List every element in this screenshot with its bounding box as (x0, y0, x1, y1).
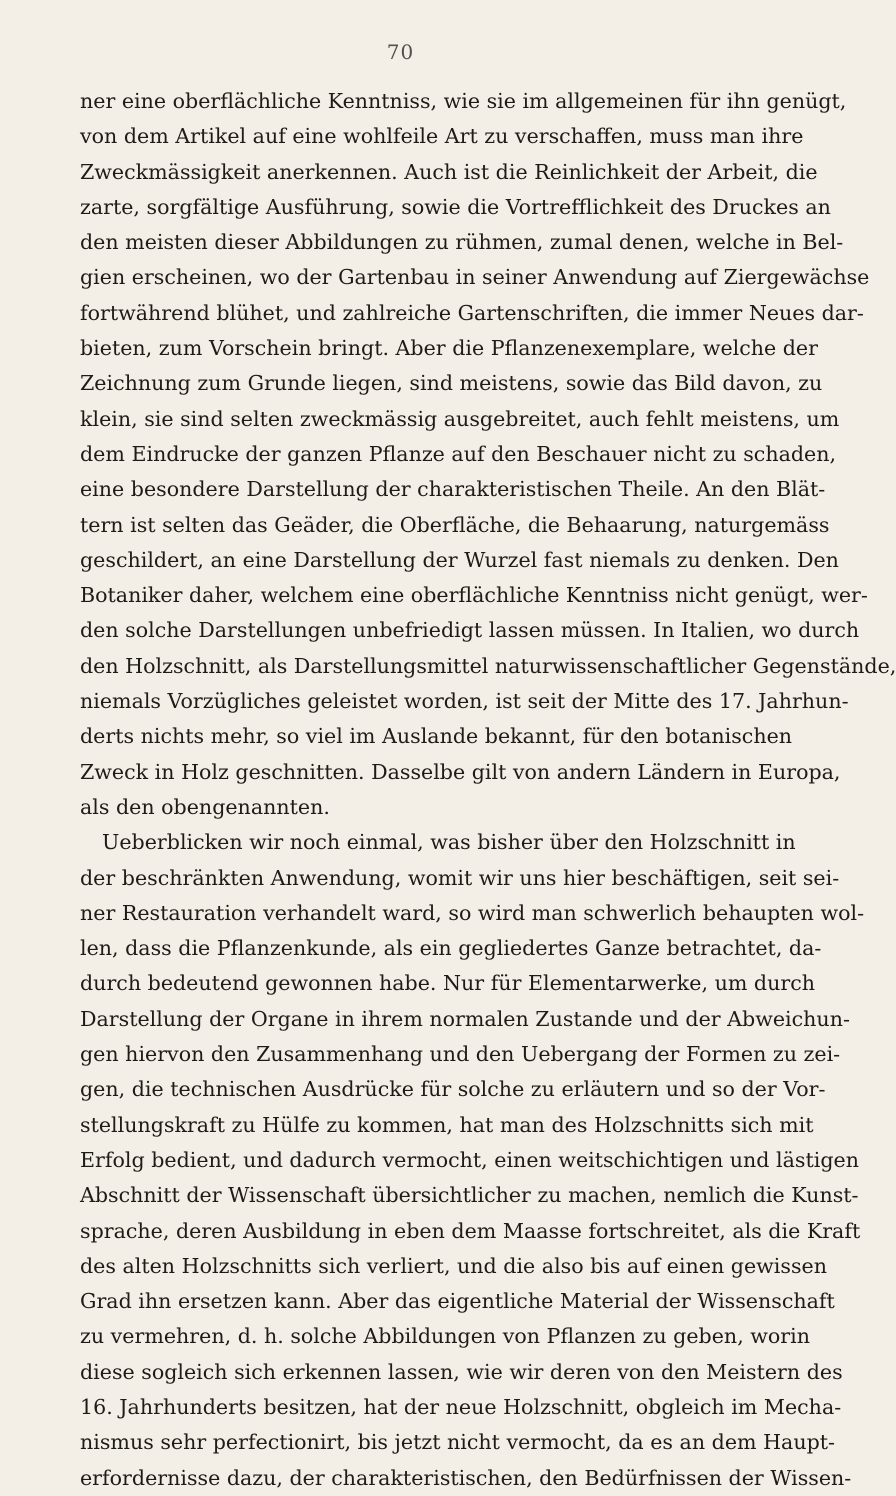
text-line: len, dass die Pflanzenkunde, als ein gegliedertes Ganze betrachtet, da- (80, 936, 822, 961)
text-line: fortwährend blühet, und zahlreiche Gartenschriften, die immer Neues dar- (80, 300, 864, 325)
text-line: nismus sehr perfectionirt, bis jetzt nicht vermocht, da es an dem Haupt- (80, 1430, 836, 1455)
page-number: 70 (386, 40, 415, 64)
text-line: erfordernisse dazu, der charakteristischen, den Bedürfnissen der Wissen- (80, 1465, 852, 1490)
text-line: Botaniker daher, welchem eine oberflächliche Kenntniss nicht genügt, wer- (80, 583, 868, 608)
text-line: sprache, deren Ausbildung in eben dem Maasse fortschreitet, als die Kraft (80, 1218, 861, 1243)
text-line: geschildert, an eine Darstellung der Wurzel fast niemals zu denken. Den (80, 547, 839, 572)
text-line: 16. Jahrhunderts besitzen, hat der neue Holzschnitt, obgleich im Mecha- (80, 1394, 842, 1419)
text-line: der beschränkten Anwendung, womit wir uns hier beschäftigen, seit sei- (80, 865, 840, 890)
text-line: gen hiervon den Zusammenhang und den Uebergang der Formen zu zei- (80, 1042, 841, 1067)
text-line: stellungskraft zu Hülfe zu kommen, hat man des Holzschnitts sich mit (80, 1112, 814, 1137)
text-line: durch bedeutend gewonnen habe. Nur für Elementarwerke, um durch (80, 971, 815, 996)
paragraph-end-line: als den obengenannten. (80, 794, 330, 819)
body-text (80, 84, 896, 1496)
text-line: bieten, zum Vorschein bringt. Aber die Pflanzenexemplare, welche der (80, 336, 818, 361)
text-line: Zeichnung zum Grunde liegen, sind meistens, sowie das Bild davon, zu (80, 371, 823, 396)
text-line: den solche Darstellungen unbefriedigt lassen müssen. In Italien, wo durch (80, 618, 860, 643)
text-line: eine besondere Darstellung der charakteristischen Theile. An den Blät- (80, 477, 826, 502)
text-line: niemals Vorzügliches geleistet worden, ist seit der Mitte des 17. Jahrhun- (80, 689, 849, 714)
text-line: des alten Holzschnitts sich verliert, und die also bis auf einen gewissen (80, 1253, 827, 1278)
text-line: ner Restauration verhandelt ward, so wird man schwerlich behaupten wol- (80, 900, 865, 925)
text-line: Abschnitt der Wissenschaft übersichtlicher zu machen, nemlich die Kunst- (80, 1183, 859, 1208)
text-line: von dem Artikel auf eine wohlfeile Art zu verschaffen, muss man ihre (80, 124, 804, 149)
text-line: tern ist selten das Geäder, die Oberfläche, die Behaarung, naturgemäss (80, 512, 830, 537)
text-line: Darstellung der Organe in ihrem normalen Zustande und der Abweichun- (80, 1006, 850, 1031)
text-line: den meisten dieser Abbildungen zu rühmen, zumal denen, welche in Bel- (80, 230, 844, 255)
text-line: Grad ihn ersetzen kann. Aber das eigentliche Material der Wissenschaft (80, 1289, 835, 1314)
text-line: zu vermehren, d. h. solche Abbildungen von Pflanzen zu geben, worin (80, 1324, 811, 1349)
text-line: derts nichts mehr, so viel im Auslande bekannt, für den botanischen (80, 724, 793, 749)
text-line: Erfolg bedient, und dadurch vermocht, einen weitschichtigen und lästigen (80, 1147, 859, 1172)
text-line: zarte, sorgfältige Ausführung, sowie die Vortrefflichkeit des Druckes an (80, 194, 831, 219)
text-line: klein, sie sind selten zweckmässig ausgebreitet, auch fehlt meistens, um (80, 406, 840, 431)
text-line: den Holzschnitt, als Darstellungsmittel naturwissenschaftlicher Gegenstände, (80, 653, 896, 678)
text-line: Zweck in Holz geschnitten. Dasselbe gilt von andern Ländern in Europa, (80, 759, 841, 784)
text-line: Zweckmässigkeit anerkennen. Auch ist die Reinlichkeit der Arbeit, die (80, 159, 818, 184)
text-line: gien erscheinen, wo der Gartenbau in seiner Anwendung auf Ziergewächse (80, 265, 870, 290)
text-line: diese sogleich sich erkennen lassen, wie wir deren von den Meistern des (80, 1359, 843, 1384)
paragraph-start-line: Ueberblicken wir noch einmal, was bisher über den Holzschnitt in (102, 830, 796, 855)
text-line: ner eine oberflächliche Kenntniss, wie sie im allgemeinen für ihn genügt, (80, 89, 847, 113)
text-line: dem Eindrucke der ganzen Pflanze auf den Beschauer nicht zu schaden, (80, 441, 837, 466)
text-line: gen, die technischen Ausdrücke für solche zu erläutern und so der Vor- (80, 1077, 826, 1102)
